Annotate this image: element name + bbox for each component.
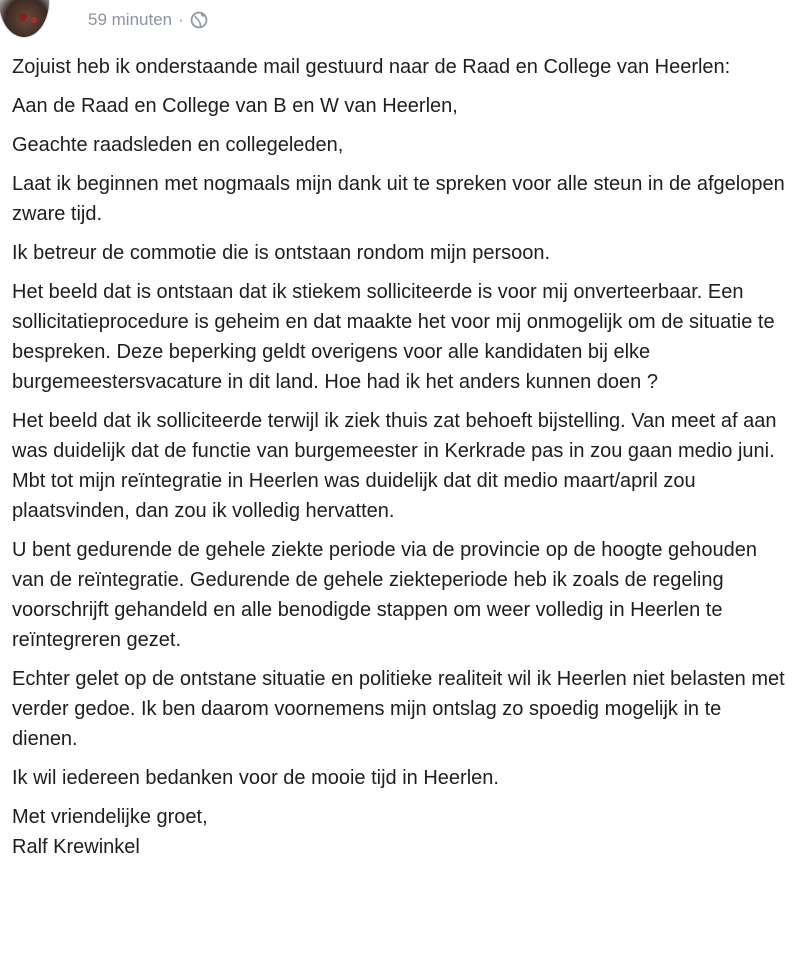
post-signoff [12,802,792,862]
post-paragraph-salutation: Geachte raadsleden en collegeleden, [12,134,344,156]
post-timestamp-link[interactable]: 59 minuten [88,10,173,29]
post-closing: Met vriendelijke groet, [12,806,208,828]
post-paragraph-resignation: Echter gelet op de ontstane situatie en politieke realiteit wil ik Heerlen niet belasten met verder gedoe. Ik ben daarom voornemens mijn ontslag zo spoedig mogelijk in te dienen. [12,668,785,750]
post-paragraph-reintegration: U bent gedurende de gehele ziekte periode via de provincie op de hoogte gehouden van de reïntegratie. Gedurende de gehele ziekteperiode heb ik zoals de regeling voorschrijft gehandeld en alle benodigde stappen om weer volledig in Heerlen te reïntegreren gezet. [12,539,758,651]
post-paragraph-illness: Het beeld dat ik solliciteerde terwijl ik ziek thuis zat behoeft bijstelling. Van meet af aan was duidelijk dat de functie van burgemeester in Kerkrade pas in zou gaan medio juni. Mbt tot mijn reïntegratie in Heerlen was duidelijk dat dit medio maart/april zou plaatsvinden, dan zou ik volledig hervatten. [12,410,777,522]
post-paragraph-farewell: Ik wil iedereen bedanken voor de mooie tijd in Heerlen. [12,767,499,789]
avatar-detail [19,13,27,21]
post-paragraph-addressee: Aan de Raad en College van B en W van Heerlen, [12,95,458,117]
post-header [0,0,800,40]
avatar-detail [31,17,37,23]
globe-icon[interactable] [190,11,208,29]
post-signature: Ralf Krewinkel [12,836,140,858]
post-paragraph-application: Het beeld dat is ontstaan dat ik stiekem solliciteerde is voor mij onverteerbaar. Een sollicitatieprocedure is geheim en dat maakte het voor mij onmogelijk om de situatie te bespreken. Deze beperking geldt overigens voor alle kandidaten bij elke burgemeestersvacature in dit land. Hoe had ik het anders kunnen doen ? [12,281,775,393]
meta-separator: · [178,10,184,29]
post-body [12,52,792,871]
post-paragraph-regret: Ik betreur de commotie die is ontstaan rondom mijn persoon. [12,242,551,264]
post-paragraph-thanks: Laat ik beginnen met nogmaals mijn dank uit te spreken voor alle steun in de afgelopen zware tijd. [12,173,785,225]
post-meta [88,10,208,30]
post-paragraph-intro: Zojuist heb ik onderstaande mail gestuurd naar de Raad en College van Heerlen: [12,56,731,78]
avatar[interactable] [0,0,50,38]
